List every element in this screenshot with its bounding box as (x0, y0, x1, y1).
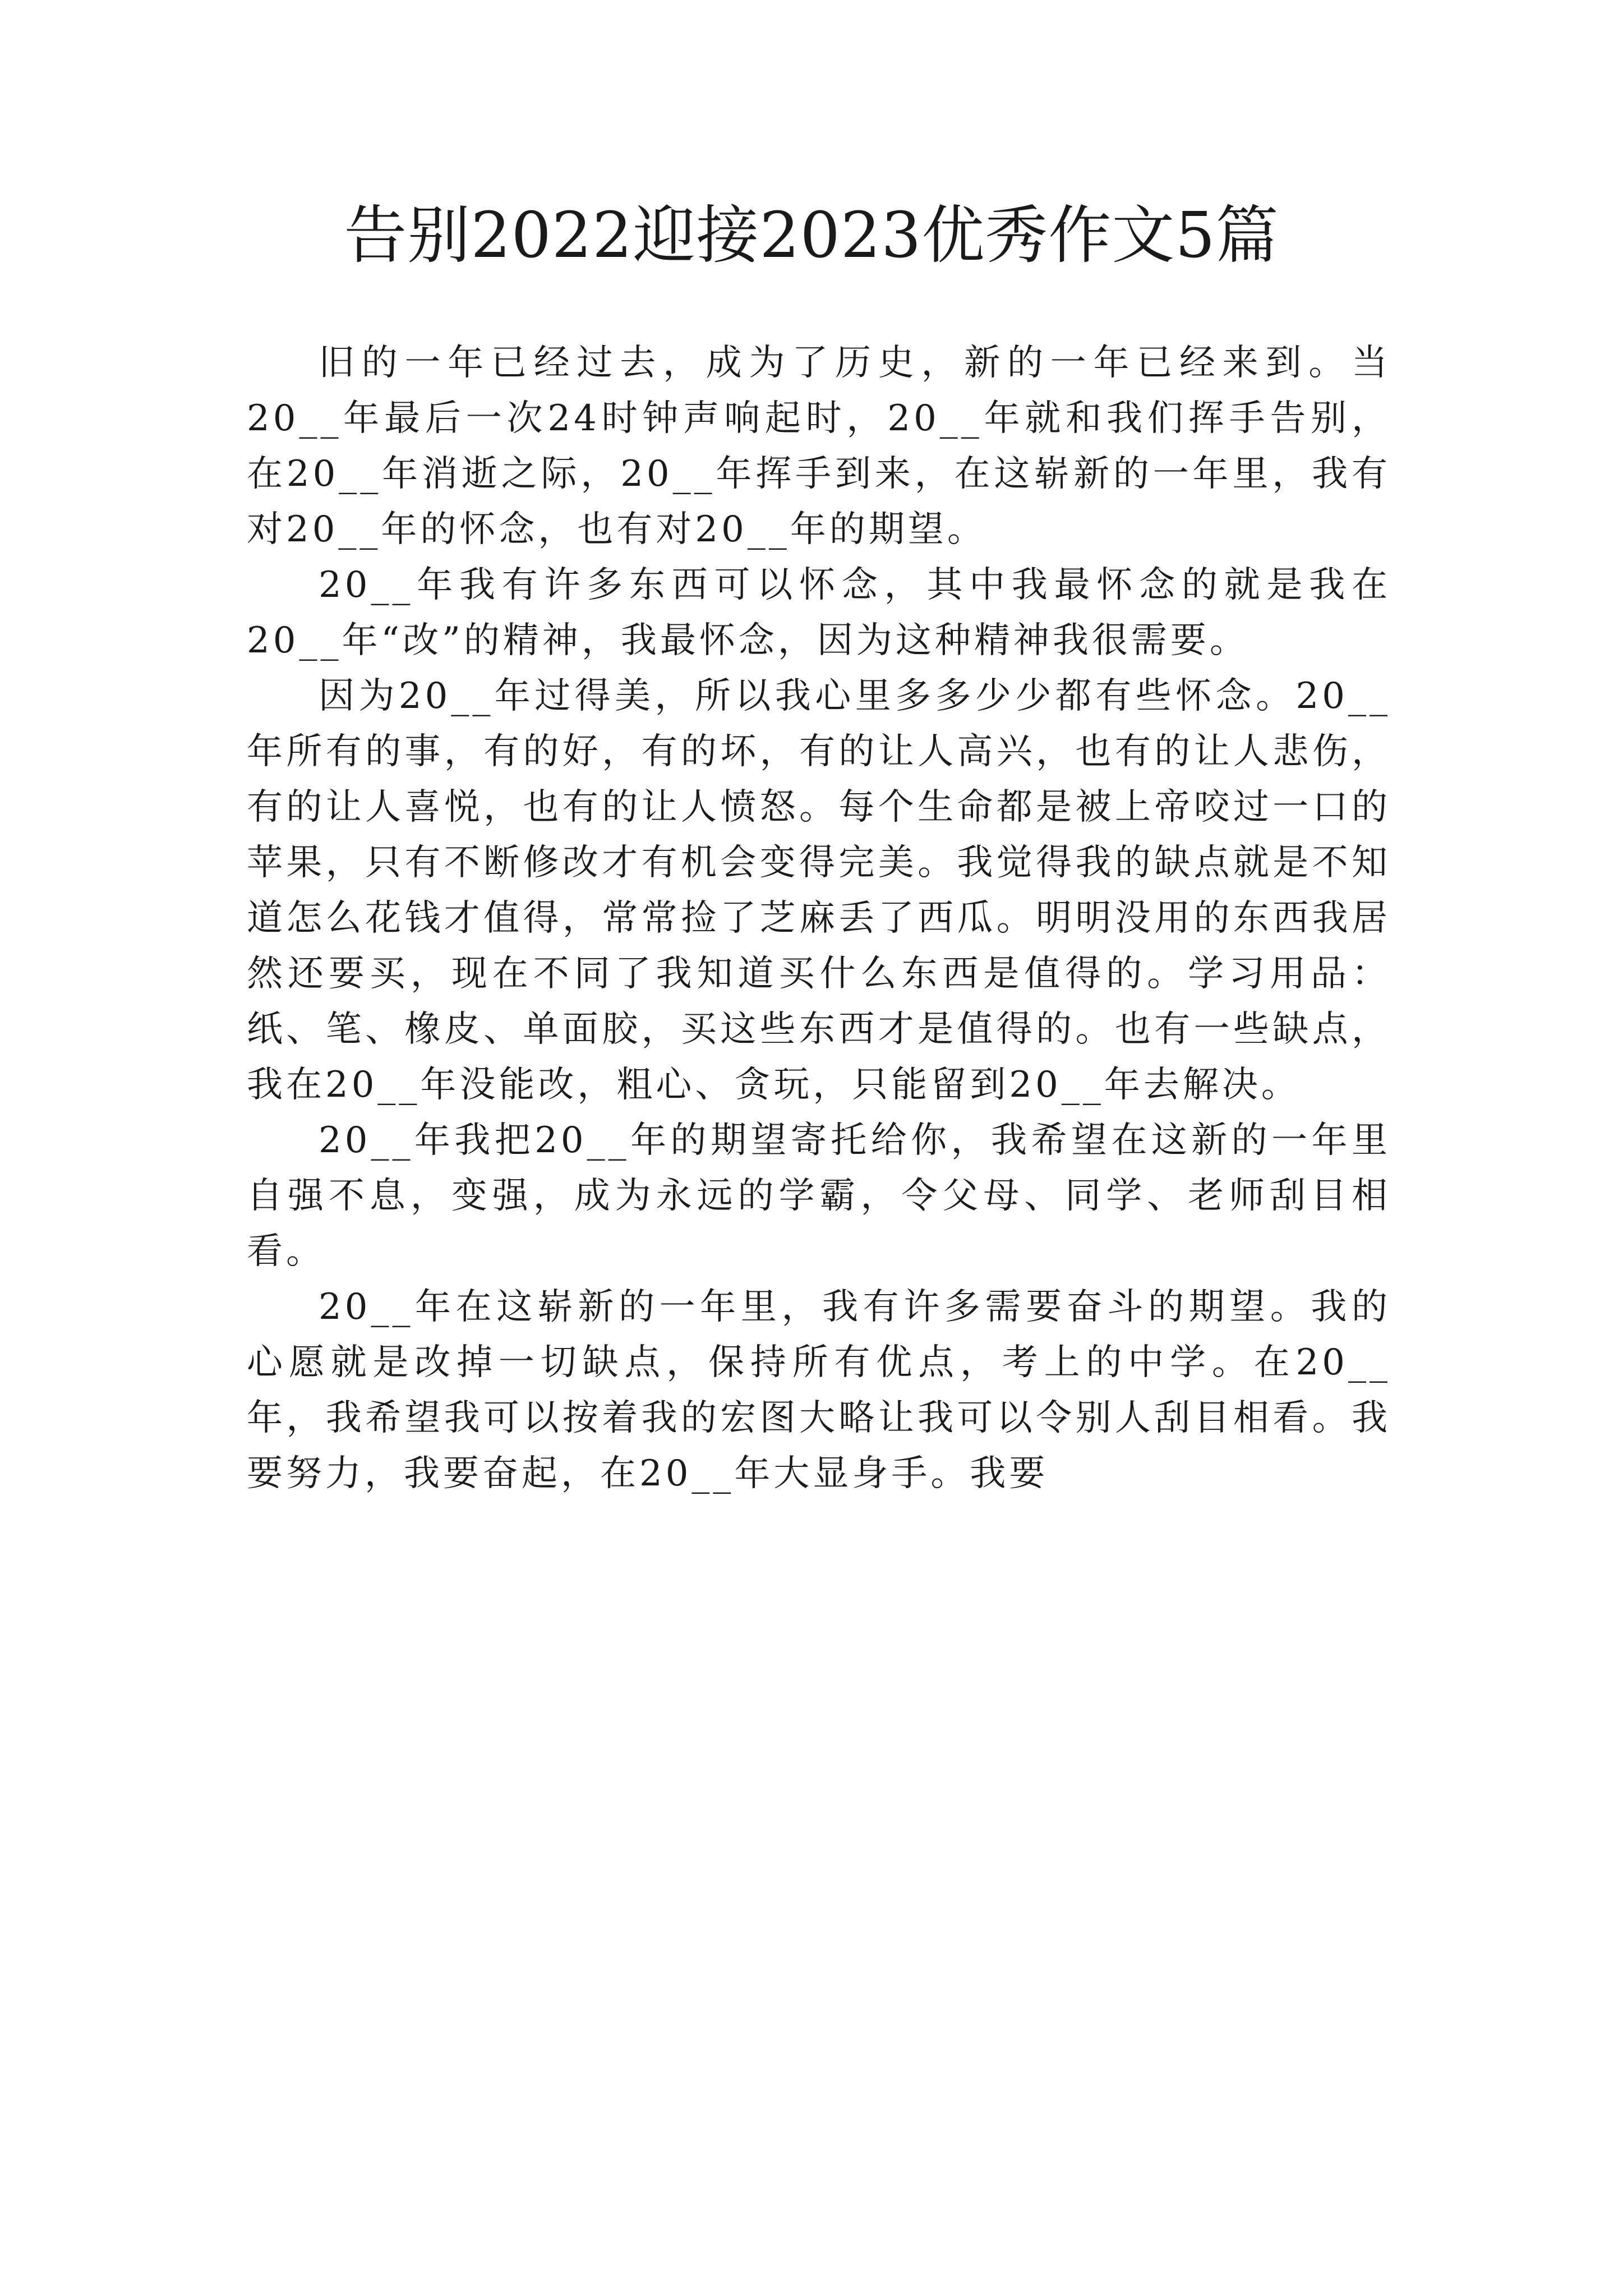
paragraph: 旧的一年已经过去，成为了历史，新的一年已经来到。当20__年最后一次24时钟声响起时，20__年就和我们挥手告别，在20__年消逝之际，20__年挥手到来，在这崭新的一年里，我有对20__年的怀念，也有对20__年的期望。 (247, 342, 1391, 550)
paragraph: 20__年在这崭新的一年里，我有许多需要奋斗的期望。我的心愿就是改掉一切缺点，保持所有优点，考上的中学。在20__年，我希望我可以按着我的宏图大略让我可以令别人刮目相看。我要努力，我要奋起，在20__年大显身手。我要 (247, 1286, 1391, 1494)
paragraph: 20__年我把20__年的期望寄托给你，我希望在这新的一年里自强不息，变强，成为永远的学霸，令父母、同学、老师刮目相看。 (247, 1120, 1391, 1272)
paragraph: 20__年我有许多东西可以怀念，其中我最怀念的就是我在20__年“改”的精神，我最怀念，因为这种精神我很需要。 (247, 564, 1391, 661)
document-title: 告别2022迎接2023优秀作文5篇 (344, 199, 1279, 272)
paragraph: 因为20__年过得美，所以我心里多多少少都有些怀念。20__年所有的事，有的好，有的坏，有的让人高兴，也有的让人悲伤，有的让人喜悦，也有的让人愤怒。每个生命都是被上帝咬过一口的苹果，只有不断修改才有机会变得完美。我觉得我的缺点就是不知道怎么花钱才值得，常常捡了芝麻丢了西瓜。明明没用的东西我居然还要买，现在不同了我知道买什么东西是值得的。学习用品：纸、笔、橡皮、单面胶，买这些东西才是值得的。也有一些缺点，我在20__年没能改，粗心、贪玩，只能留到20__年去解决。 (247, 675, 1391, 1106)
document-body (247, 335, 1391, 1502)
